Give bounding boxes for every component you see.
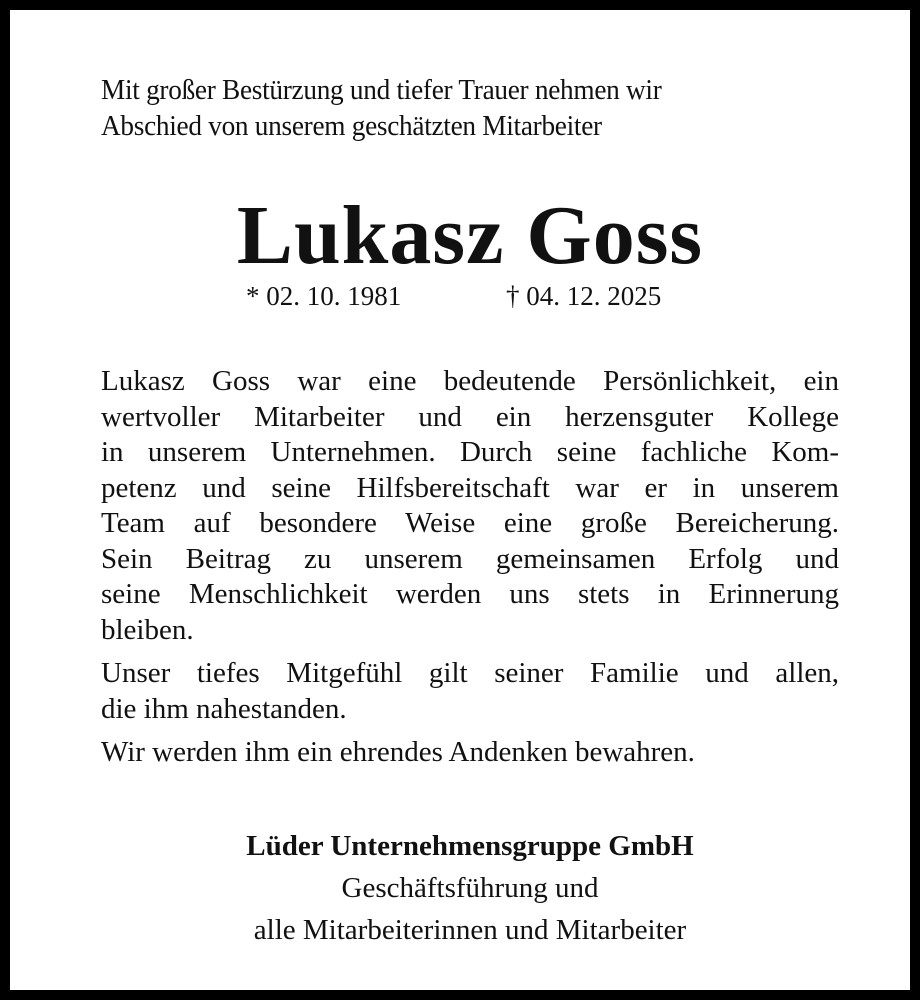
text-line: die ihm nahestanden. (101, 692, 347, 725)
text-line: Lukasz Goss war eine bedeutende Persönlichkeit, ein (101, 365, 839, 397)
condolence-paragraph (101, 656, 839, 727)
deceased-name: Lukasz Goss (236, 189, 704, 282)
tribute-paragraph (101, 364, 839, 648)
text-line: in unserem Unternehmen. Durch seine fachliche Kom- (101, 436, 839, 468)
text-line: bleiben. (101, 613, 194, 646)
signature-block (10, 825, 920, 951)
text-line: Team auf besondere Weise eine große Bereicherung. (101, 507, 839, 539)
intro-text (101, 72, 797, 144)
company-name: Lüder Unternehmensgruppe GmbH (246, 830, 694, 862)
intro-line: Mit großer Bestürzung und tiefer Trauer nehmen wir (101, 74, 662, 106)
text-line: Wir werden ihm ein ehrendes Andenken bewahren. (101, 736, 695, 768)
intro-line: Abschied von unserem geschätzten Mitarbeiter (101, 110, 602, 142)
death-date: † 04. 12. 2025 (506, 281, 662, 311)
signature-line: alle Mitarbeiterinnen und Mitarbeiter (253, 914, 687, 946)
birth-date: * 02. 10. 1981 (246, 281, 402, 311)
text-line: Sein Beitrag zu unserem gemeinsamen Erfolg und (101, 542, 839, 575)
text-line: seine Menschlichkeit werden uns stets in Erinnerung (101, 578, 839, 610)
text-line: wertvoller Mitarbeiter und ein herzensguter Kollege (101, 400, 839, 433)
signature-line: Geschäftsführung und (341, 872, 599, 904)
text-line: petenz und seine Hilfsbereitschaft war er in unserem (101, 471, 839, 504)
text-line: Unser tiefes Mitgefühl gilt seiner Familie und allen, (101, 657, 839, 689)
remembrance-paragraph (101, 735, 839, 771)
tribute-text (101, 364, 839, 779)
